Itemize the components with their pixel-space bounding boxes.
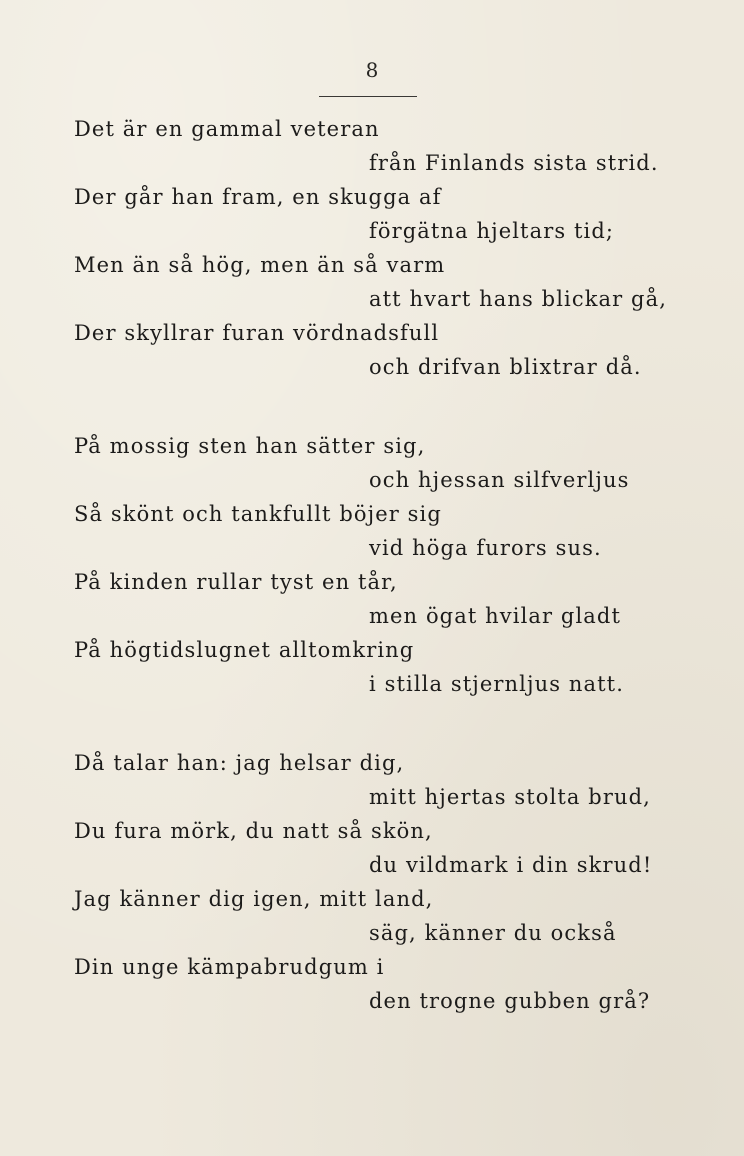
stanza-3-line-1: Då talar han: jag helsar dig,: [74, 751, 405, 775]
stanza-3-line-7: Din unge kämpabrudgum i: [74, 955, 385, 979]
stanza-1-line-7: Der skyllrar furan vördnadsfull: [74, 321, 440, 345]
stanza-1-line-4: förgätna hjeltars tid;: [369, 219, 615, 243]
stanza-2-line-5: På kinden rullar tyst en tår,: [74, 570, 398, 594]
header-rule: [319, 96, 417, 97]
stanza-2-line-7: På högtidslugnet alltomkring: [74, 638, 415, 662]
stanza-2-line-6: men ögat hvilar gladt: [369, 604, 621, 628]
stanza-1-line-6: att hvart hans blickar gå,: [369, 287, 667, 311]
stanza-2-line-8: i stilla stjernljus natt.: [369, 672, 624, 696]
stanza-3-line-8: den trogne gubben grå?: [369, 989, 651, 1013]
stanza-1-line-8: och drifvan blixtrar då.: [369, 355, 642, 379]
stanza-1-line-5: Men än så hög, men än så varm: [74, 253, 446, 277]
stanza-1-line-2: från Finlands sista strid.: [369, 151, 659, 175]
stanza-2-line-4: vid höga furors sus.: [369, 536, 602, 560]
stanza-2-line-2: och hjessan silfverljus: [369, 468, 630, 492]
stanza-2-line-1: På mossig sten han sätter sig,: [74, 434, 426, 458]
stanza-3-line-6: säg, känner du också: [369, 921, 617, 945]
stanza-3-line-4: du vildmark i din skrud!: [369, 853, 653, 877]
stanza-2-line-3: Så skönt och tankfullt böjer sig: [74, 502, 442, 526]
stanza-1-line-3: Der går han fram, en skugga af: [74, 185, 442, 209]
stanza-3-line-3: Du fura mörk, du natt så skön,: [74, 819, 433, 843]
stanza-1-line-1: Det är en gammal veteran: [74, 117, 380, 141]
page-number: 8: [365, 58, 379, 82]
stanza-3-line-5: Jag känner dig igen, mitt land,: [74, 887, 434, 911]
stanza-3-line-2: mitt hjertas stolta brud,: [369, 785, 651, 809]
